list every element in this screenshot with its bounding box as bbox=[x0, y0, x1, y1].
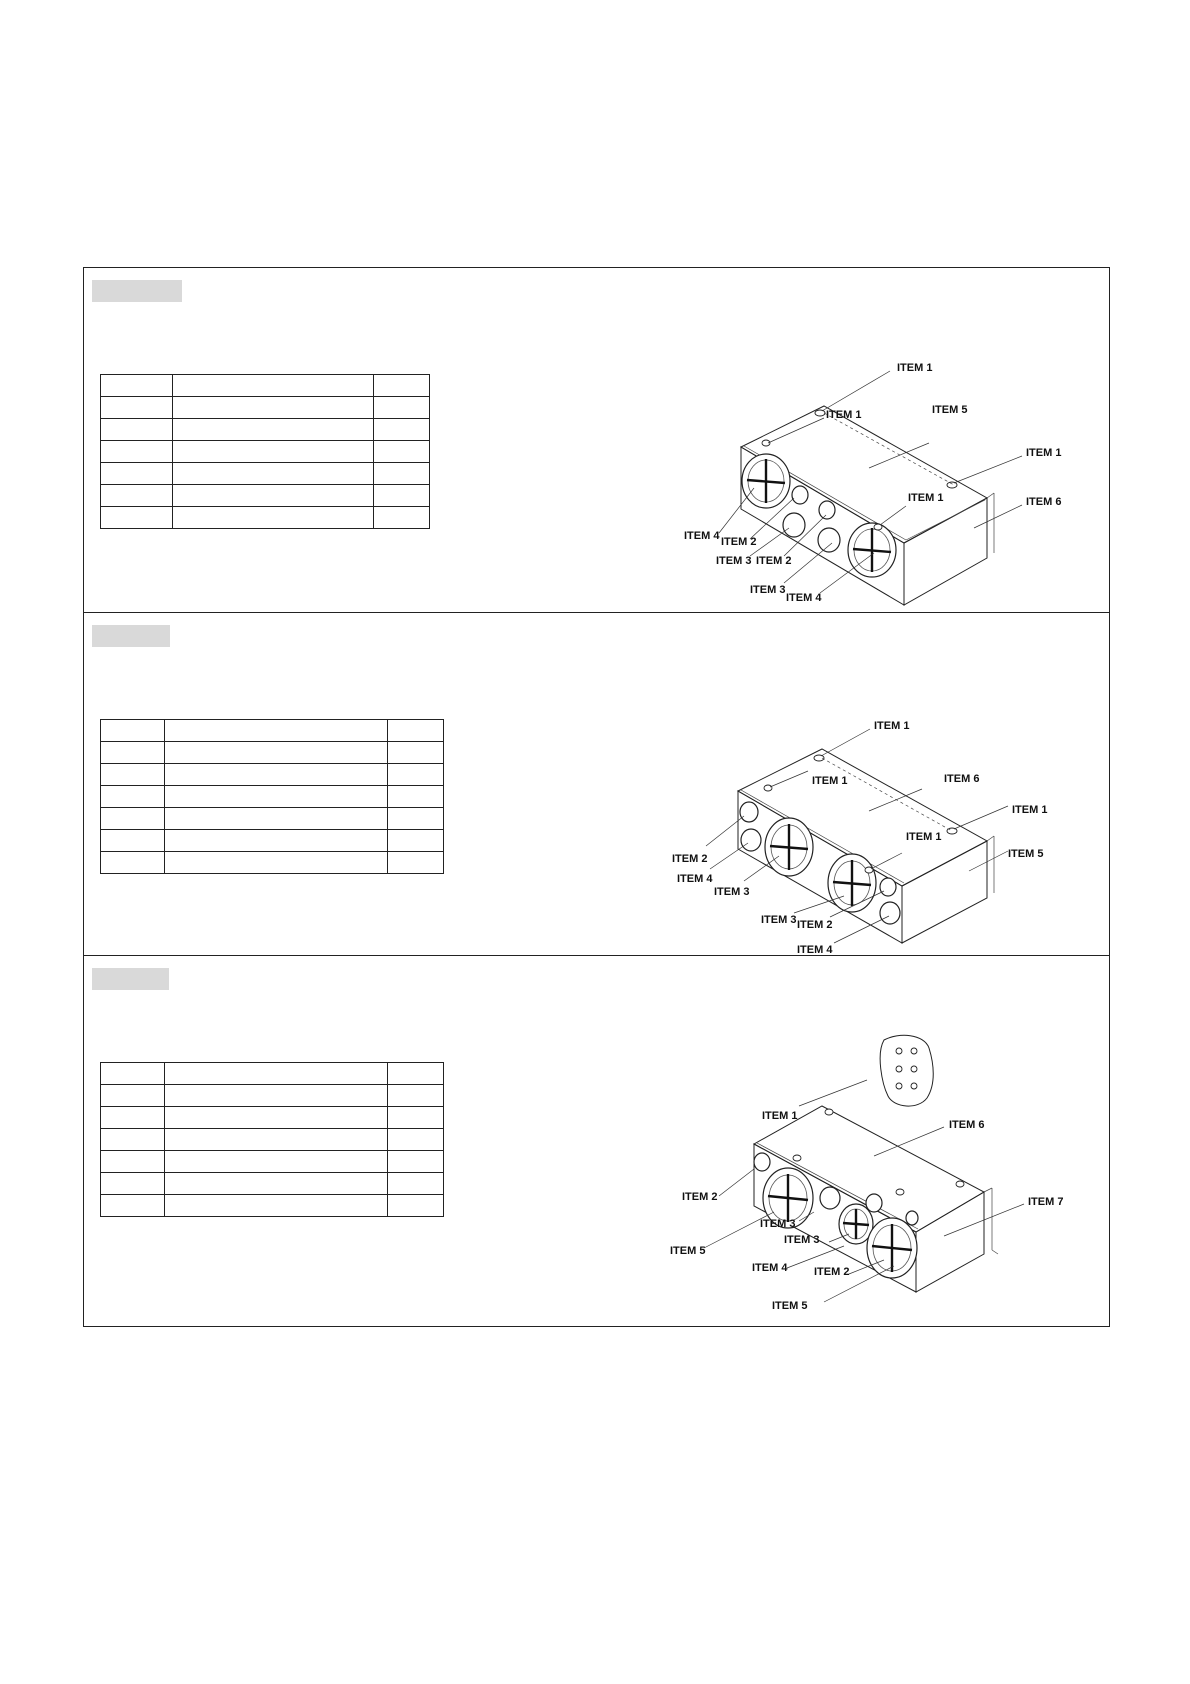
callout-label: ITEM 3 bbox=[761, 914, 797, 926]
callout-label: ITEM 4 bbox=[752, 1262, 788, 1274]
section-2 bbox=[84, 612, 1109, 955]
callout-label: ITEM 1 bbox=[812, 775, 848, 787]
section-2-heading-redacted bbox=[92, 625, 170, 647]
table-row bbox=[101, 1085, 444, 1107]
callout-label: ITEM 3 bbox=[714, 886, 750, 898]
callout-label: ITEM 1 bbox=[908, 492, 944, 504]
screw-fasteners bbox=[762, 410, 957, 530]
section-3-heading-redacted bbox=[92, 968, 169, 990]
section-1-heading-redacted bbox=[92, 280, 182, 302]
table-row bbox=[101, 485, 430, 507]
callout-label: ITEM 6 bbox=[1026, 496, 1062, 508]
table-row bbox=[101, 375, 430, 397]
table-row bbox=[101, 852, 444, 874]
callout-label: ITEM 3 bbox=[760, 1218, 796, 1230]
table-row bbox=[101, 1173, 444, 1195]
table-row bbox=[101, 507, 430, 529]
section-1-parts-table bbox=[100, 374, 430, 529]
table-row bbox=[101, 1129, 444, 1151]
table-row bbox=[101, 742, 444, 764]
callout-label: ITEM 5 bbox=[670, 1245, 706, 1257]
callout-label: ITEM 3 bbox=[716, 555, 752, 567]
callout-label: ITEM 5 bbox=[772, 1300, 808, 1312]
callout-label: ITEM 2 bbox=[682, 1191, 718, 1203]
callout-label: ITEM 2 bbox=[672, 853, 708, 865]
callout-label: ITEM 1 bbox=[897, 362, 933, 374]
screw-fasteners bbox=[793, 1109, 964, 1195]
table-row bbox=[101, 720, 444, 742]
callout-label: ITEM 1 bbox=[826, 409, 862, 421]
knockout-holes bbox=[740, 802, 900, 924]
screw-bag bbox=[880, 1035, 933, 1106]
table-row bbox=[101, 830, 444, 852]
table-row bbox=[101, 1107, 444, 1129]
callout-label: ITEM 1 bbox=[906, 831, 942, 843]
callout-label: ITEM 4 bbox=[677, 873, 713, 885]
callout-label: ITEM 2 bbox=[797, 919, 833, 931]
callout-label: ITEM 4 bbox=[684, 530, 720, 542]
table-row bbox=[101, 786, 444, 808]
callout-label: ITEM 6 bbox=[944, 773, 980, 785]
callout-label: ITEM 2 bbox=[756, 555, 792, 567]
section-3 bbox=[84, 955, 1109, 1326]
callout-label: ITEM 7 bbox=[1028, 1196, 1064, 1208]
document-frame bbox=[83, 267, 1110, 1327]
callout-label: ITEM 3 bbox=[750, 584, 786, 596]
table-row bbox=[101, 463, 430, 485]
table-row bbox=[101, 419, 430, 441]
callout-label: ITEM 3 bbox=[784, 1234, 820, 1246]
table-row bbox=[101, 1063, 444, 1085]
callout-label: ITEM 1 bbox=[1012, 804, 1048, 816]
section-3-parts-table bbox=[100, 1062, 444, 1217]
callout-label: ITEM 4 bbox=[786, 592, 822, 604]
section-1 bbox=[84, 268, 1109, 612]
section-1-enclosure-drawing bbox=[644, 343, 1104, 608]
callout-label: ITEM 2 bbox=[814, 1266, 850, 1278]
table-row bbox=[101, 1151, 444, 1173]
section-2-enclosure-drawing bbox=[644, 681, 1104, 956]
callout-label: ITEM 5 bbox=[1008, 848, 1044, 860]
table-row bbox=[101, 441, 430, 463]
section-3-enclosure-drawing bbox=[644, 1024, 1104, 1324]
section-2-parts-table bbox=[100, 719, 444, 874]
table-row bbox=[101, 764, 444, 786]
callout-label: ITEM 1 bbox=[762, 1110, 798, 1122]
callout-label: ITEM 2 bbox=[721, 536, 757, 548]
callout-label: ITEM 5 bbox=[932, 404, 968, 416]
table-row bbox=[101, 397, 430, 419]
table-row bbox=[101, 808, 444, 830]
callout-label: ITEM 6 bbox=[949, 1119, 985, 1131]
callout-label: ITEM 1 bbox=[1026, 447, 1062, 459]
callout-label: ITEM 4 bbox=[797, 944, 833, 956]
table-row bbox=[101, 1195, 444, 1217]
callout-label: ITEM 1 bbox=[874, 720, 910, 732]
